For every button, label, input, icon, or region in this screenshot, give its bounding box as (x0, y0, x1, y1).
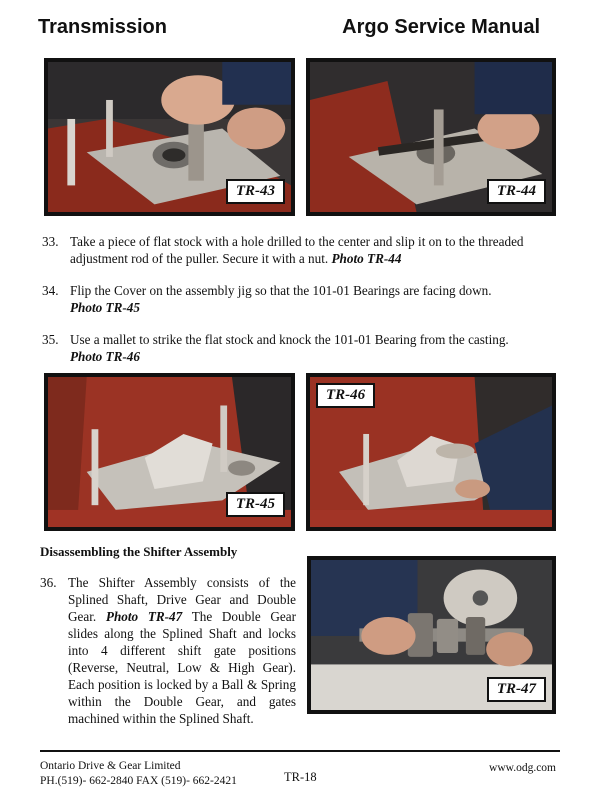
manual-title: Argo Service Manual (342, 16, 540, 38)
step-33 (42, 233, 556, 269)
step-number: 34. (42, 283, 59, 298)
page-number: TR-18 (284, 770, 317, 784)
photo-reference: Photo TR-45 (70, 300, 140, 315)
step-33-text: Take a piece of flat stock with a hole drilled to the center and slip it on to the threaded adjustment rod of the puller. Secure it with a nut. (70, 234, 524, 266)
step-text (68, 574, 296, 727)
photo-label: TR-45 (226, 492, 285, 517)
step-number: 36. (40, 575, 57, 590)
section-header: Transmission (38, 16, 167, 38)
photo-label: TR-43 (226, 179, 285, 204)
photo-tr-46 (306, 373, 556, 531)
photo-reference: Photo TR-47 (105, 609, 183, 624)
section-title: Disassembling the Shifter Assembly (40, 544, 238, 559)
footer-phone: PH.(519)- 662-2840 FAX (519)- 662-2421 (40, 775, 237, 787)
step-text (70, 331, 556, 365)
step-number: 35. (42, 332, 59, 347)
footer-company: Ontario Drive & Gear Limited (40, 760, 181, 772)
step-35 (42, 331, 556, 367)
step-number: 33. (42, 234, 59, 249)
footer-divider (40, 750, 560, 752)
step-36-text-a: The Shifter Assembly consists of the Splined Shaft, Drive Gear and Double Gear. (68, 575, 296, 624)
photo-reference: Photo TR-46 (70, 349, 140, 364)
photo-label: TR-44 (487, 179, 546, 204)
photo-tr-45 (44, 373, 295, 531)
step-34-text: Flip the Cover on the assembly jig so that the 101-01 Bearings are facing down. (70, 283, 492, 298)
step-text (70, 233, 556, 267)
footer-website: www.odg.com (489, 762, 556, 774)
photo-tr-43 (44, 58, 295, 216)
step-36-text-b: The Double Gear slides along the Splined Shaft and locks into 4 different shift gate positions (Reverse, Neutral, Low & High Gear). Each position is locked by a Ball & Spring within the Double Gear, and gates machined within the Splined Shaft. (68, 609, 297, 726)
photo-label: TR-47 (487, 677, 546, 702)
step-34 (42, 282, 556, 318)
photo-tr-47 (307, 556, 556, 714)
photo-label: TR-46 (316, 383, 375, 408)
photo-tr-44 (306, 58, 556, 216)
step-text (70, 282, 556, 316)
photo-reference: Photo TR-44 (331, 251, 402, 266)
step-35-text: Use a mallet to strike the flat stock and knock the 101-01 Bearing from the casting. (70, 332, 509, 347)
step-36 (40, 574, 296, 727)
